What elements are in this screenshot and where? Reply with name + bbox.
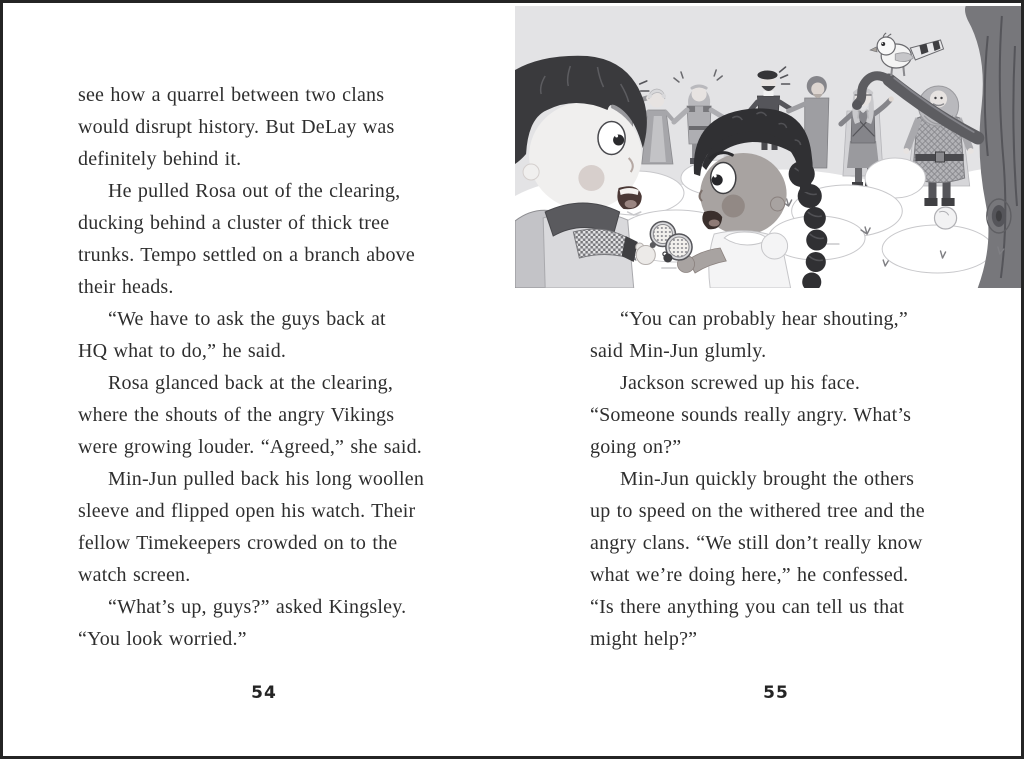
text-line: would disrupt history. But DeLay was	[78, 116, 395, 138]
text-line: He pulled Rosa out of the clearing,	[108, 180, 401, 202]
text-line: definitely behind it.	[78, 148, 242, 170]
text-line: HQ what to do,” he said.	[78, 340, 287, 362]
text-line: “You can probably hear shouting,”	[620, 308, 908, 330]
snow-scene-illustration	[515, 6, 1023, 288]
text-line: up to speed on the withered tree and the	[590, 500, 925, 522]
text-line: “Someone sounds really angry. What’s	[590, 404, 912, 426]
text-line: “You look worried.”	[78, 628, 247, 650]
text-line: might help?”	[590, 628, 698, 650]
text-line: sleeve and flipped open his watch. Their	[78, 500, 416, 522]
text-line: angry clans. “We still don’t really know	[590, 532, 923, 554]
boy-mitten	[636, 246, 655, 265]
right-page-text	[590, 303, 982, 655]
text-line: “What’s up, guys?” asked Kingsley.	[108, 596, 407, 618]
illustration	[515, 6, 1023, 288]
text-line: their heads.	[78, 276, 174, 298]
text-line: ducking behind a cluster of thick tree	[78, 212, 390, 234]
text-line: going on?”	[590, 436, 682, 458]
text-line: “We have to ask the guys back at	[108, 308, 386, 330]
right-page-number: 55	[763, 683, 789, 703]
text-line: Rosa glanced back at the clearing,	[108, 372, 394, 394]
text-line: see how a quarrel between two clans	[78, 84, 385, 106]
left-page-number: 54	[251, 683, 277, 703]
text-line: “Is there anything you can tell us that	[590, 596, 905, 618]
text-line: Min-Jun pulled back his long woollen	[108, 468, 425, 490]
text-line: Min-Jun quickly brought the others	[620, 468, 915, 490]
text-line: trunks. Tempo settled on a branch above	[78, 244, 415, 266]
text-line: watch screen.	[78, 564, 191, 586]
text-line: what we’re doing here,” he confessed.	[590, 564, 909, 586]
left-page-text	[78, 79, 470, 655]
text-line: Jackson screwed up his face.	[620, 372, 861, 394]
text-line: fellow Timekeepers crowded on to the	[78, 532, 398, 554]
text-line: said Min-Jun glumly.	[590, 340, 767, 362]
text-line: were growing louder. “Agreed,” she said.	[78, 436, 422, 458]
text-line: where the shouts of the angry Vikings	[78, 404, 395, 426]
